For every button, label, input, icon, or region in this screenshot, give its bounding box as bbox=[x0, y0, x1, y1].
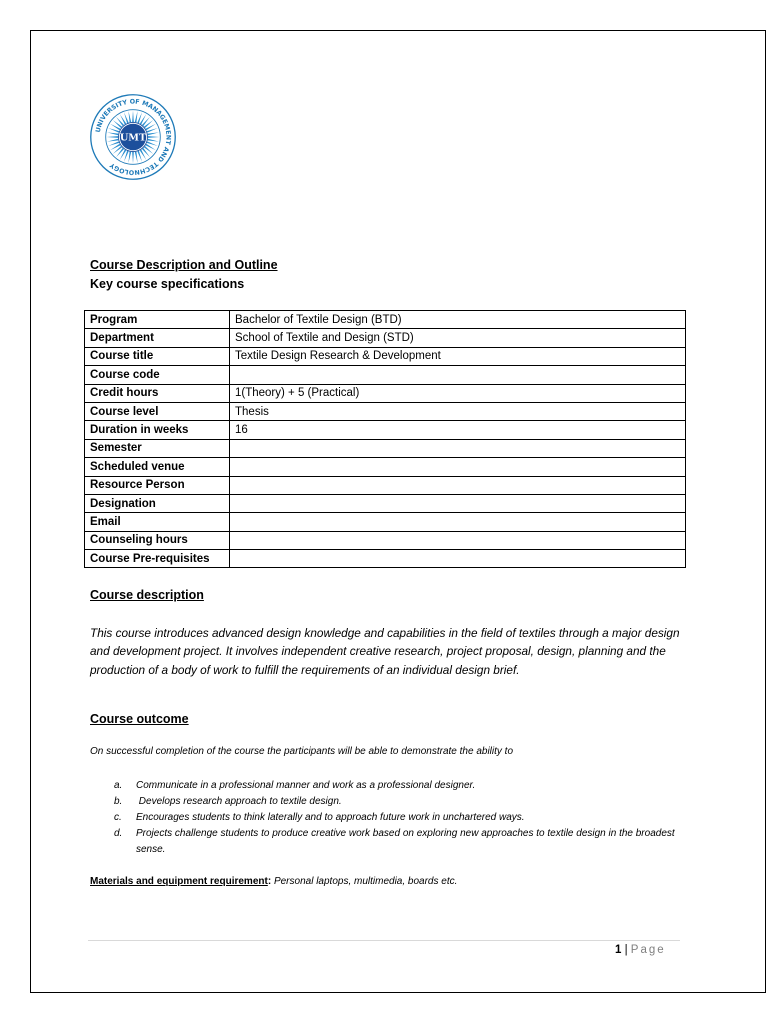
spec-label: Counseling hours bbox=[85, 531, 230, 549]
spec-row bbox=[85, 421, 686, 439]
course-outcome-list bbox=[90, 778, 680, 858]
materials-label: Materials and equipment requirement bbox=[90, 876, 268, 887]
course-description-title: Course description bbox=[90, 588, 204, 602]
course-outcome-title: Course outcome bbox=[90, 712, 189, 726]
page-number: 1 bbox=[615, 944, 622, 956]
spec-value bbox=[230, 458, 686, 476]
list-marker: b. bbox=[114, 796, 123, 807]
spec-label: Duration in weeks bbox=[85, 421, 230, 439]
spec-value bbox=[230, 476, 686, 494]
list-item bbox=[90, 810, 680, 826]
footer-divider bbox=[88, 940, 680, 941]
spec-label: Course title bbox=[85, 347, 230, 365]
spec-label: Email bbox=[85, 513, 230, 531]
spec-value: 1(Theory) + 5 (Practical) bbox=[230, 384, 686, 402]
document-title: Course Description and Outline bbox=[90, 258, 278, 272]
list-text: Encourages students to think laterally and to approach future work in unchartered ways. bbox=[136, 812, 525, 823]
spec-row bbox=[85, 476, 686, 494]
spec-value bbox=[230, 366, 686, 384]
spec-label: Course code bbox=[85, 366, 230, 384]
list-item bbox=[90, 778, 680, 794]
list-marker: c. bbox=[114, 812, 122, 823]
list-marker: d. bbox=[114, 828, 123, 839]
page-separator: | bbox=[621, 944, 631, 956]
course-outcome-intro: On successful completion of the course the participants will be able to demonstrate the ability to bbox=[90, 746, 514, 757]
spec-label: Designation bbox=[85, 494, 230, 512]
logo-center-text: UMT bbox=[119, 132, 147, 144]
spec-row bbox=[85, 402, 686, 420]
spec-row bbox=[85, 439, 686, 457]
spec-row bbox=[85, 311, 686, 329]
spec-label: Course level bbox=[85, 402, 230, 420]
list-item bbox=[90, 794, 680, 810]
spec-value: Bachelor of Textile Design (BTD) bbox=[230, 311, 686, 329]
spec-value: School of Textile and Design (STD) bbox=[230, 329, 686, 347]
spec-value: Textile Design Research & Development bbox=[230, 347, 686, 365]
spec-row bbox=[85, 347, 686, 365]
spec-label: Semester bbox=[85, 439, 230, 457]
umt-logo bbox=[89, 93, 177, 181]
list-text: Projects challenge students to produce creative work based on exploring new approaches to textile design in the broadest sense. bbox=[136, 828, 678, 855]
spec-row bbox=[85, 550, 686, 568]
list-item bbox=[90, 826, 680, 858]
logo-ring-text: UNIVERSITY OF MANAGEMENT AND TECHNOLOGY bbox=[94, 98, 172, 176]
spec-label: Course Pre-requisites bbox=[85, 550, 230, 568]
spec-label: Credit hours bbox=[85, 384, 230, 402]
spec-label: Department bbox=[85, 329, 230, 347]
materials-value: Personal laptops, multimedia, boards etc. bbox=[271, 876, 458, 887]
document-subtitle: Key course specifications bbox=[90, 277, 245, 291]
spec-label: Program bbox=[85, 311, 230, 329]
spec-value bbox=[230, 531, 686, 549]
spec-value: Thesis bbox=[230, 402, 686, 420]
list-text: Communicate in a professional manner and work as a professional designer. bbox=[136, 780, 476, 791]
spec-value bbox=[230, 494, 686, 512]
spec-row bbox=[85, 531, 686, 549]
spec-label: Scheduled venue bbox=[85, 458, 230, 476]
spec-label: Resource Person bbox=[85, 476, 230, 494]
page-word: Page bbox=[630, 944, 666, 956]
list-marker: a. bbox=[114, 780, 123, 791]
materials-colon: : bbox=[267, 876, 272, 887]
page-footer bbox=[615, 944, 666, 956]
spec-row bbox=[85, 494, 686, 512]
spec-row bbox=[85, 458, 686, 476]
course-description-text: This course introduces advanced design knowledge and capabilities in the field of textiles through a major design and development project. It involves independent creative research, project proposal, design, planning and the production of a body of work to fulfill the requirements of an individual design brief. bbox=[90, 626, 680, 677]
list-text: Develops research approach to textile design. bbox=[136, 796, 342, 807]
spec-row bbox=[85, 329, 686, 347]
spec-value bbox=[230, 439, 686, 457]
course-specs-table bbox=[84, 310, 686, 568]
spec-value: 16 bbox=[230, 421, 686, 439]
spec-row bbox=[85, 366, 686, 384]
spec-value bbox=[230, 513, 686, 531]
spec-row bbox=[85, 513, 686, 531]
spec-value bbox=[230, 550, 686, 568]
spec-row bbox=[85, 384, 686, 402]
materials-line bbox=[90, 876, 457, 887]
